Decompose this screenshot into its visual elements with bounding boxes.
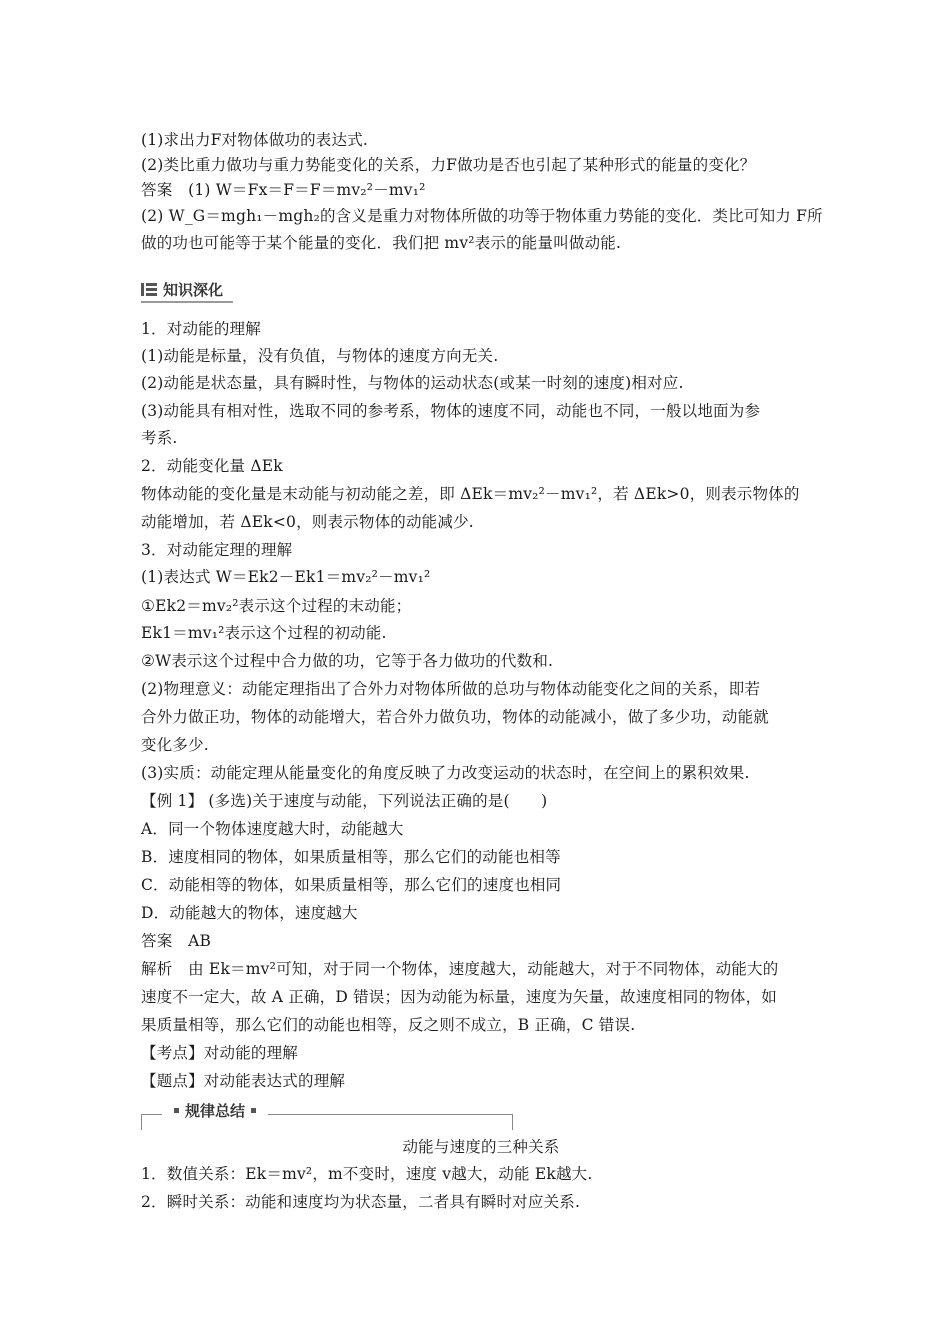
body-line-8: 动能增加，若 ΔEk<0，则表示物体的动能减少. xyxy=(141,513,474,531)
section-title: 知识深化 xyxy=(163,280,224,299)
question-1: (1)求出力F对物体做功的表达式. xyxy=(141,131,369,149)
kaodian-tag: 【考点】对动能的理解 xyxy=(141,1044,299,1062)
option-d: D．动能越大的物体，速度越大 xyxy=(141,904,358,922)
summary-title-badge xyxy=(162,1100,268,1121)
body-line-6: 2．动能变化量 ΔEk xyxy=(141,457,283,475)
square-bullet-icon xyxy=(174,1108,179,1113)
list-icon xyxy=(141,283,157,296)
body-line-12: Ek1＝mv₁²表示这个过程的初动能. xyxy=(141,624,387,642)
body-line-9: 3．对动能定理的理解 xyxy=(141,541,293,559)
body-line-17: (3)实质：动能定理从能量变化的角度反映了力改变运动的状态时，在空间上的累积效果. xyxy=(141,764,750,782)
example-stem: 【例 1】 (多选)关于速度与动能，下列说法正确的是( ) xyxy=(141,792,548,810)
body-line-14: (2)物理意义：动能定理指出了合外力对物体所做的总功与物体动能变化之间的关系，即若 xyxy=(141,680,761,698)
body-line-10: (1)表达式 W＝Ek2－Ek1＝mv₂²－mv₁² xyxy=(141,568,431,586)
summary-line-1: 1．数值关系：Ek＝mv²，m不变时，速度 v越大，动能 Ek越大. xyxy=(141,1165,593,1183)
example-answer: 答案 AB xyxy=(141,932,212,950)
option-c: C．动能相等的物体，如果质量相等，那么它们的速度也相同 xyxy=(141,876,562,894)
summary-heading: 动能与速度的三种关系 xyxy=(402,1138,560,1156)
answer-1: 答案 (1) W＝Fx＝F＝F＝mv₂²－mv₁² xyxy=(141,181,426,199)
analysis-line-2: 速度不一定大，故 A 正确，D 错误；因为动能为标量，速度为矢量，故速度相同的物体，如 xyxy=(141,988,778,1006)
body-line-5: 考系. xyxy=(141,429,178,447)
analysis-line-1: 解析 由 Ek＝mv²可知，对于同一个物体，速度越大，动能越大，对于不同物体，动能大的 xyxy=(141,960,779,978)
analysis-line-3: 果质量相等，那么它们的动能也相等，反之则不成立，B 正确，C 错误. xyxy=(141,1016,636,1034)
square-bullet-icon xyxy=(251,1108,256,1113)
body-line-3: (2)动能是状态量，具有瞬时性，与物体的运动状态(或某一时刻的速度)相对应. xyxy=(141,374,684,392)
tidian-tag: 【题点】对动能表达式的理解 xyxy=(141,1072,346,1090)
body-line-11: ①Ek2＝mv₂²表示这个过程的末动能； xyxy=(141,597,412,615)
body-line-2: (1)动能是标量，没有负值，与物体的速度方向无关. xyxy=(141,347,499,365)
body-line-16: 变化多少. xyxy=(141,736,209,754)
body-line-7: 物体动能的变化量是末动能与初动能之差，即 ΔEk＝mv₂²－mv₁²，若 ΔEk>0，则表示物体的 xyxy=(141,485,800,503)
body-line-15: 合外力做正功，物体的动能增大，若合外力做负功，物体的动能减小，做了多少功，动能就 xyxy=(141,708,770,726)
summary-title: 规律总结 xyxy=(185,1102,246,1120)
section-underline xyxy=(141,301,233,303)
option-a: A．同一个物体速度越大时，动能越大 xyxy=(141,820,404,838)
answer-2-line-2: 做的功也可能等于某个能量的变化．我们把 mv²表示的能量叫做动能. xyxy=(141,234,622,252)
section-heading xyxy=(141,278,223,300)
question-2: (2)类比重力做功与重力势能变化的关系，力F做功是否也引起了某种形式的能量的变化？ xyxy=(141,156,756,174)
option-b: B．速度相同的物体，如果质量相等，那么它们的动能也相等 xyxy=(141,848,561,866)
summary-line-2: 2．瞬时关系：动能和速度均为状态量，二者具有瞬时对应关系. xyxy=(141,1193,581,1211)
answer-2-line-1: (2) W_G＝mgh₁－mgh₂的含义是重力对物体所做的功等于物体重力势能的变化．类比可知力 F所 xyxy=(141,207,823,225)
body-line-4: (3)动能具有相对性，选取不同的参考系，物体的速度不同，动能也不同，一般以地面为参 xyxy=(141,402,761,420)
body-line-13: ②W表示这个过程中合力做的功，它等于各力做功的代数和. xyxy=(141,652,554,670)
body-line-1: 1．对动能的理解 xyxy=(141,320,261,338)
